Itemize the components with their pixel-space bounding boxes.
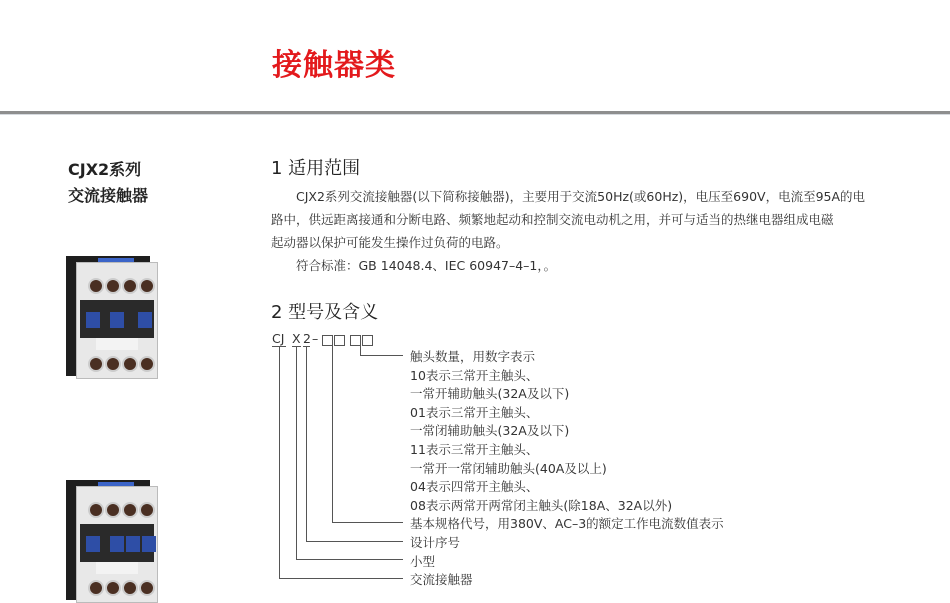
connector-contacts — [360, 344, 361, 355]
legend-line: 一常闭辅助触头(32A及以下) — [410, 423, 570, 439]
legend-line: 交流接触器 — [410, 572, 473, 588]
model-legend — [410, 348, 724, 590]
legend-line: 触头数量，用数字表示 — [410, 349, 536, 364]
section-heading-model: 2 型号及含义 — [271, 302, 379, 323]
connector-2 — [306, 346, 307, 541]
series-name: CJX2系列 — [68, 160, 142, 179]
section-heading-scope: 1 适用范围 — [271, 158, 361, 179]
scope-line-1: CJX2系列交流接触器(以下简称接触器)，主要用于交流50Hz(或60Hz)，电压至690V，电流至95A的电 — [296, 189, 866, 204]
legend-line: 01表示三常开主触头、 — [410, 404, 539, 420]
scope-paragraph — [271, 185, 871, 277]
code-part-x: X — [292, 331, 301, 346]
scope-line-3: 起动器以保护可能发生操作过负荷的电路。 — [271, 235, 509, 250]
code-part-cj: CJ — [272, 331, 285, 346]
series-desc: 交流接触器 — [68, 186, 149, 205]
legend-line: 小型 — [410, 553, 436, 569]
code-boxes-rating — [322, 333, 346, 349]
series-title — [68, 157, 148, 209]
legend-line: 04表示四常开主触头、 — [410, 479, 539, 495]
connector-cj — [279, 346, 280, 578]
code-dash: – — [312, 331, 319, 346]
connector-rating — [332, 344, 333, 522]
product-image-1 — [66, 256, 158, 381]
page-title: 接触器类 — [272, 48, 396, 83]
legend-line: 一常开一常闭辅助触头(40A及以上) — [410, 460, 607, 476]
header-divider — [0, 111, 950, 115]
legend-line: 设计序号 — [410, 534, 461, 550]
legend-line: 11表示三常开主触头、 — [410, 441, 539, 457]
standard-line: 符合标准：GB 14048.4、IEC 60947–4–1，。 — [296, 258, 557, 273]
legend-line: 08表示两常开两常闭主触头(除18A、32A以外) — [410, 497, 673, 513]
code-part-2: 2 — [303, 331, 311, 346]
connector-x — [296, 346, 297, 559]
code-boxes-contacts — [350, 333, 374, 349]
legend-line: 10表示三常开主触头、 — [410, 367, 539, 383]
scope-line-2: 路中，供远距离接通和分断电路、频繁地起动和控制交流电动机之用，并可与适当的热继电器组成电磁 — [271, 212, 834, 227]
legend-line: 基本规格代号，用380V、AC–3的额定工作电流数值表示 — [410, 516, 724, 532]
product-image-2 — [66, 480, 158, 602]
legend-line: 一常开辅助触头(32A及以下) — [410, 386, 570, 402]
